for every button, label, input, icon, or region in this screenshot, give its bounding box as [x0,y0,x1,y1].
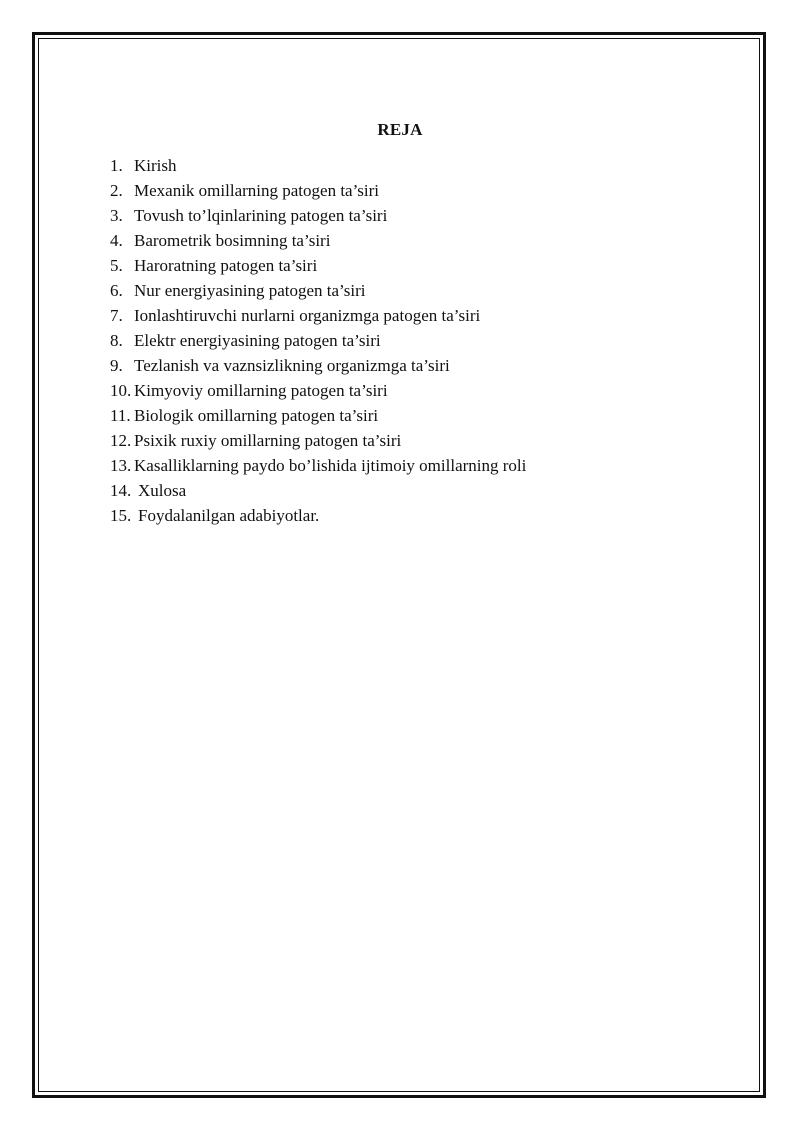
item-text: Foydalanilgan adabiyotlar. [138,506,320,525]
item-text: Nur energiyasining patogen ta’siri [134,281,366,300]
item-number: 13. [110,456,132,475]
list-item [110,378,526,403]
item-number: 6. [110,281,123,300]
plan-list [110,153,526,528]
item-text: Mexanik omillarning patogen ta’siri [134,181,380,200]
list-item [110,328,526,353]
list-item [110,303,526,328]
list-item [110,253,526,278]
list-item [110,453,526,478]
item-text: Ionlashtiruvchi nurlarni organizmga patogen ta’siri [134,306,481,325]
item-text: Xulosa [138,481,187,500]
item-number: 4. [110,231,123,250]
list-item [110,403,526,428]
item-text: Elektr energiyasining patogen ta’siri [134,331,381,350]
list-item [110,228,526,253]
item-text: Psixik ruxiy omillarning patogen ta’siri [134,431,402,450]
item-number: 2. [110,181,123,200]
list-item [110,278,526,303]
item-text: Kirish [134,156,177,175]
list-item [110,203,526,228]
item-number: 1. [110,156,123,175]
item-text: Barometrik bosimning ta’siri [134,231,331,250]
item-number: 12. [110,431,132,450]
item-number: 10. [110,381,132,400]
list-item [110,503,526,528]
item-number: 15. [110,506,132,525]
item-text: Haroratning patogen ta’siri [134,256,318,275]
item-number: 8. [110,331,123,350]
list-item [110,478,526,503]
page-title: REJA [377,120,423,139]
item-number: 3. [110,206,123,225]
item-number: 11. [110,406,131,425]
item-number: 14. [110,481,132,500]
item-text: Tezlanish va vaznsizlikning organizmga ta’siri [134,356,450,375]
item-text: Tovush to’lqinlarining patogen ta’siri [134,206,388,225]
item-number: 5. [110,256,123,275]
item-text: Kasalliklarning paydo bo’lishida ijtimoiy omillarning roli [134,456,527,475]
list-item [110,178,526,203]
item-text: Kimyoviy omillarning patogen ta’siri [134,381,388,400]
list-item [110,353,526,378]
list-item [110,153,526,178]
item-text: Biologik omillarning patogen ta’siri [134,406,379,425]
item-number: 9. [110,356,123,375]
item-number: 7. [110,306,123,325]
list-item [110,428,526,453]
